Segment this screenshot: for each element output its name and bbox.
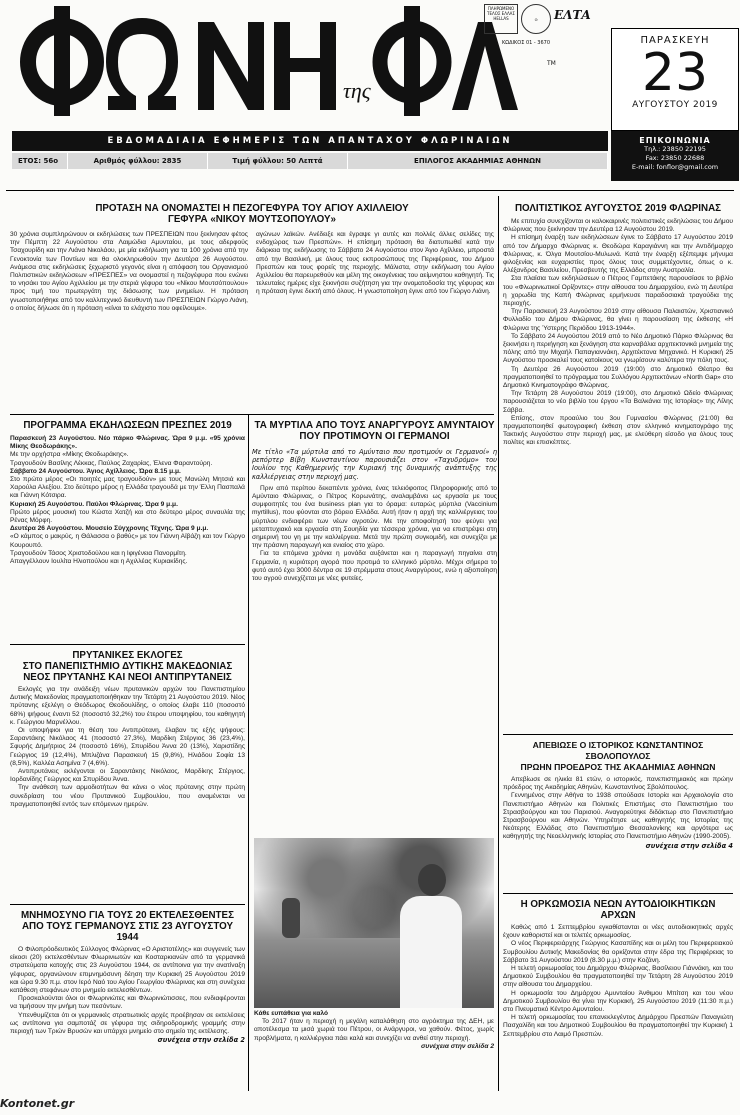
- contact-title: ΕΠΙΚΟΙΝΩΝΙΑ: [639, 136, 711, 145]
- article-cultural-august: [503, 203, 733, 448]
- headline: ΠΡΟΤΑΣΗ ΝΑ ΟΝΟΜΑΣΤΕΙ Η ΠΕΖΟΓΕΦΥΡΑ ΤΟΥ ΑΓΙΟΥ ΑΧΙΛΛΕΙΟΥ: [95, 203, 409, 214]
- article-memorial: [10, 910, 245, 1044]
- program-line: Στο πρώτο μέρος «Οι ποιητές μας τραγουδούν» με τους Μανώλη Μητσιά και Χαρούλα Αλεξίου. Στο δεύτερο μέρος η Ελλάδα τραγουδά με την Έλλη Πασπαλά και Γιάννη Κότσιρα.: [10, 476, 245, 500]
- info-editor: ΕΠΙΛΟΓΟΣ ΑΚΑΔΗΜΙΑΣ ΑΘΗΝΩΝ: [348, 153, 608, 169]
- caption-title: Κάθε ευπάθεια για καλό: [254, 1010, 328, 1017]
- paragraph: Τη Δευτέρα 26 Αυγούστου 2019 (19:00) στο Δημοτικό Θέατρο θα πραγματοποιηθεί το πρόγραμμα του Συλλόγου Αρχιτεκτόνων «North Gap» στο Δημοτικό Κινηματογράφο Φλώρινας.: [503, 365, 733, 390]
- paragraph: Η ορκωμοσία του Δημάρχου Αμυνταίου Άνθιμου Μπίτση και του νέου Δημοτικού Συμβουλίου θα γίνει την Κυριακή, 25 Αυγούστου 2019 (11:30 π.μ.) στο Πνευματικό Κέντρο Αμυνταίου.: [503, 989, 733, 1014]
- program-line: Παρασκευή 23 Αυγούστου. Νέο πάρκο Φλώρινας. Ώρα 9 μ.μ. «95 χρόνια Μίκης Θεοδωράκης».: [10, 435, 245, 451]
- headline: ΣΤΟ ΠΑΝΕΠΙΣΤΗΜΙΟ ΔΥΤΙΚΗΣ ΜΑΚΕΔΟΝΙΑΣ: [22, 661, 233, 672]
- paragraph: Επίσης, στον προαύλιο του 3ου Γυμνασίου Φλώρινας (21:00) θα πραγματοποιηθεί φωτογραφική έκθεση στον ελληνικό κινηματογράφο της Τακτικής Αυγούστου στην περιοχή μας, με ελεύθερη είσοδο για όλους τους πολίτες και επισκέπτες.: [503, 414, 733, 447]
- paragraph: Καθώς από 1 Σεπτεμβρίου εγκαθίστανται οι νέες αυτοδιοικητικές αρχές έχουν καθοριστεί και οι τελετές ορκωμοσίας.: [503, 924, 733, 940]
- headline: ΠΟΛΙΤΙΣΤΙΚΟΣ ΑΥΓΟΥΣΤΟΣ 2019 ΦΛΩΡΙΝΑΣ: [514, 203, 722, 214]
- article-swearing-in: [503, 899, 733, 1039]
- postal-stamp: ΠΛΗΡΩΜΕΝΟ ΤΕΛΟΣ ΕΛΛΑΣ HELLAS: [484, 4, 518, 34]
- article-body: [10, 686, 245, 809]
- headline: ΑΠΟ ΤΟΥΣ ΓΕΡΜΑΝΟΥΣ ΣΤΙΣ 23 ΑΥΓΟΥΣΤΟΥ 1944: [21, 921, 234, 943]
- caption-text: Το 2017 ήταν η περιοχή η μεγάλη καταλάθηση στο αγρόκτημα της ΔΕΗ, με αποτέλεσμα τα μισά χωριά του Πέτρου, οι Ανάργυροι, να χαθούν. Φέτος, χωρίς προβλήματα, η καλλιέργεια πάει καλά και συνεχίζει να ανθεί στην περιοχή.: [254, 1018, 494, 1042]
- divider: [503, 734, 733, 735]
- paragraph: Αντιπρυτάνεις εκλέγονται οι Σαραντάκης Νικόλαος, Μαρδίκης Στέργιος, Ιορδανίδης Γεώργιος και Σπυρίδου Άννα.: [10, 768, 245, 784]
- headline: ΠΟΥ ΠΡΟΤΙΜΟΥΝ ΟΙ ΓΕΡΜΑΝΟΙ: [299, 431, 450, 442]
- article-rector-elections: [10, 650, 245, 809]
- info-bar: [12, 153, 608, 169]
- paragraph: Την Τετάρτη 28 Αυγούστου 2019 (19:00), στο Δημοτικό Ωδείο Φλώρινας παρουσιάζεται το νέο βιβλίο του έργου «Τα Βαλκάνια της Ιστορίας» της Λίλης Σάββα.: [503, 390, 733, 414]
- date-number: 23: [641, 43, 709, 103]
- paragraph: Ο Φιλοπρόοδευτικός Σύλλογος Φλώρινας «Ο Αριστοτέλης» και συγγενείς των είκοσι (20) εκτελεσθέντων Φλωρινιωτών και Κοσταρκιανών από τα γερμανικά στρατεύματα κατοχής στις 23 Αυγούστου 1944, σε αντίποινα για την ανατίναξη γέφυρας, οργανώνουν επιμνημόσυνη δέηση την Κυριακή 25 Αυγούστου 2019 και ώρα 9.30 π.μ. στον Ιερό Ναό του Αγίου Γεωργίου Φλώρινας και στη συνέχεια κατάθεση στεφάνων στο μνημείο εκτελεσθέντων.: [10, 946, 245, 995]
- info-year: ΕΤΟΣ: 56ο: [12, 153, 68, 169]
- contact-fax: Fax: 23850 22688: [645, 154, 705, 162]
- article-lead: Με τίτλο «Τα μύρτιλα από το Αμύνταιο που προτιμούν οι Γερμανοί» η ρεπόρτερ Βίβη Κωνσταντίνου παρουσιάζει στον «Ταχυδρόμο» του Ιουλίου της Καθημερινής την Κυριακή της δυναμικής ανάπτυξης της καλλιέργειας στην περιοχή μας.: [252, 448, 497, 481]
- program-line: Τραγουδούν Βασίλης Λέκκας, Παύλος Ζαχαρίας, Έλενα Φαραντούρη.: [10, 459, 213, 467]
- date-day: ΠΑΡΑΣΚΕΥΗ: [640, 35, 710, 46]
- article-body: [503, 776, 733, 842]
- headline: ΑΠΕΒΙΩΣΕ Ο ΙΣΤΟΡΙΚΟΣ ΚΩΝΣΤΑΝΤΙΝΟΣ ΣΒΟΛΟΠΟΥΛΟΣ: [532, 740, 704, 761]
- divider: [503, 893, 733, 894]
- newspaper-logo: [12, 0, 552, 120]
- photo-person-head: [418, 864, 446, 896]
- article-body: [503, 924, 733, 1039]
- headline: ΝΕΟΣ ΠΡΥΤΑΝΗΣ ΚΑΙ ΝΕΟΙ ΑΝΤΙΠΡΥΤΑΝΕΙΣ: [23, 672, 232, 683]
- article-body: [252, 485, 497, 583]
- headline: Η ΟΡΚΩΜΟΣΙΑ ΝΕΩΝ ΑΥΤΟΔΙΟΙΚΗΤΙΚΩΝ ΑΡΧΩΝ: [520, 899, 716, 921]
- program-line: Απαγγέλλουν Ιουλίτα Ηλιοπούλου και η Αχιλλέας Κυριακίδης.: [10, 558, 188, 566]
- program-line: Κυριακή 25 Αυγούστου. Παύλοι Φλώρινας. Ώρα 9 μ.μ.: [10, 500, 178, 508]
- headline: ΠΡΟΓΡΑΜΜΑ ΕΚΔΗΛΩΣΕΩΝ ΠΡΕΣΠΕΣ 2019: [23, 420, 232, 431]
- column-divider: [248, 414, 249, 1091]
- continued-note: συνέχεια στην σελίδα 2: [157, 1036, 245, 1045]
- divider: [10, 414, 494, 415]
- divider: [10, 644, 245, 645]
- contact-box: [611, 131, 739, 181]
- paragraph: Το Σάββατο 24 Αυγούστου 2019 από το Νέο Δημοτικό Πάρκο Φλώρινας θα ξεκινήσει η περιήγηση και ξενάγηση στα καρναβάλια αρχιτεκτονικά μνημεία της πόλης από την Μιχαήλ Παπαγιαννάκη, Αρχιτέκτονα Μηχανικό. Η Κυριακή 25 Αυγούστου προσκαλεί τους κατοίκους να γνωρίσουν καλύτερα την πόλη τους.: [503, 332, 733, 365]
- paragraph: Εκλογές για την ανάδειξη νέων πρυτανικών αρχών του Πανεπιστημίου Δυτικής Μακεδονίας πραγματοποιήθηκαν την Τετάρτη 21 Αυγούστου 2019. Νέος πρύτανης εξελέγη ο Θεόδωρος Θεοδουλίδης, ο οποίος έλαβε 110 (ποσοστό 68%) ψήφους έναντι 52 (ποσοστό 32,2%) του έτερου υποψηφίου, του καθηγητή κ. Γεώργιου Μαρνέλλου.: [10, 686, 245, 726]
- elta-logo: ΕΛΤΑ: [554, 8, 591, 22]
- article-body: [503, 218, 733, 448]
- contact-email[interactable]: E-mail: fonflor@gmail.com: [631, 163, 719, 171]
- program-line: Με την ορχήστρα «Μίκης Θεοδωράκης».: [10, 451, 129, 459]
- paragraph: Με επιτυχία συνεχίζονται οι καλοκαιρινές πολιτιστικές εκδηλώσεις του Δήμου Φλώρινας που ξεκίνησαν την Δευτέρα 12 Αυγούστου 2019.: [503, 218, 733, 234]
- article-body: αγώνων λαϊκών. Ανέδειξε και έγραψε γι αυτές και πολλές άλλες σελίδες της ενδοχώρας των Πρεσπών». Η επίσημη πρόταση θα διατυπωθεί κατά την διάρκεια της εκδήλωσης το Σάββατο 24 Αυγούστου στον Άγιο Αχίλλειο, μπροστά από την Βασιλική, με όλους τους εκπροσώπους της Περιφέρειας, του Δήμου Πρεσπών και τους φορείς της περιοχής. Μάλιστα, στην εκδήλωση του Αγίου Αχιλλείου θα παρευρεθούν και μέλη της οικογένειας του αείμνηστου καθηγητή. Τις τελευταίες ημέρες είχε ξεκινήσει συζήτηση για την ονοματοδοσία της γέφυρας και η πρόταση έγινε δεκτή από όλους. Η γνωστοποίηση έγινε από τον Γιώργο Λιάνη.: [256, 231, 494, 296]
- paragraph: Την ανάθεση των αρμοδιοτήτων θα κάνει ο νέος πρύτανης στην πρώτη συνεδρίαση του νέου Πρυτανικού Συμβουλίου, που αναμένεται να πραγματοποιηθεί εντός των επόμενων ημερών.: [10, 784, 245, 808]
- svg-text:της: της: [343, 78, 371, 103]
- contact-tel: Τηλ.: 23850 22195: [644, 145, 706, 153]
- article-photo: [254, 838, 494, 1008]
- paragraph: Την Παρασκευή 23 Αυγούστου 2019 στην αίθουσα Παλαιστών, Χριστιανικό Φυλλαδίο του Δήμου Φλώρινας, θα γίνει η παρουσίαση της έκθεσης «Η Φλώρινα της Ύστερης Περιόδου 1913-1944».: [503, 308, 733, 332]
- paragraph: Η τελετή ορκωμοσίας του επανεκλεγέντος Δημάρχου Πρεσπών Παναγιώτη Πασχαλίδη και του Δημοτικού Συμβουλίου θα πραγματοποιηθεί την Κυριακή 1 Σεπτεμβρίου στο Λαιμό Πρεσπών.: [503, 1014, 733, 1038]
- postal-stamps: [484, 4, 604, 38]
- continued-note: συνέχεια στην σελίδα 2: [420, 1042, 494, 1050]
- info-price: Τιμή φύλλου: 50 Λεπτά: [208, 153, 348, 169]
- divider: [10, 904, 245, 905]
- paragraph: Γεννημένος στην Αθήνα το 1938 σπούδασε Ιστορία και Αρχαιολογία στο Πανεπιστήμιο Αθηνών και Πολιτικές Επιστήμες στο Πανεπιστήμιο του Στρασβούργου και του Παρισιού. Αναγορεύτηκε διδάκτωρ στο Πανεπιστήμιο Στρασβούργου και Αθηνών. Υπηρέτησε ως καθηγητής της Ιστορίας της Νεότερης Ελλάδας στο Πανεπιστήμιο Θεσσαλονίκης και αργότερα ως καθηγητής της Νεοελληνικής Ιστορίας στο Πανεπιστήμιο Αθηνών (1990-2005).: [503, 792, 733, 841]
- paragraph: Υπενθυμίζεται ότι οι γερμανικές στρατιωτικές αρχές προέβησαν σε εκτελέσεις ως αντίποινα για σαμποτάζ σε γέφυρα της σιδηροδρομικής γραμμής στην περιοχή των Τριών Βρυσών και υπάρχει μνημείο στο σημείο της εκτέλεσης.: [10, 1011, 245, 1036]
- article-body: [10, 435, 245, 566]
- program-line: Τραγουδούν Τάσος Χριστοδούλου και η Ιφιγένεια Πανορμίτη.: [10, 549, 187, 557]
- headline: ΠΡΩΗΝ ΠΡΟΕΔΡΟΣ ΤΗΣ ΑΚΑΔΗΜΙΑΣ ΑΘΗΝΩΝ: [520, 762, 716, 772]
- continued-note: συνέχεια στην σελίδα 4: [645, 841, 733, 850]
- article-body: [10, 946, 245, 1036]
- paragraph: Στα πλαίσια των εκδηλώσεων ο Πέτρος Γαμπετάκης παρουσίασε το βιβλίο του «Φλωρινιωτικοί Ορίζοντες» στην αίθουσα του Δημαρχείου, ενώ τη Δευτέρα η χορωδία της Καπή Φλώρινας ερμήνευσε παραδοσιακά τραγούδια της περιοχής.: [503, 275, 733, 308]
- headline: ΤΑ ΜΥΡΤΙΛΑ ΑΠΟ ΤΟΥΣ ΑΝΑΡΓΥΡΟΥΣ ΑΜΥΝΤΑΙΟΥ: [254, 420, 495, 431]
- paragraph: Η τελετή ορκωμοσίας του Δημάρχου Φλώρινας, Βασίλειου Γιάννάκη, και του Δημοτικού Συμβουλίου θα πραγματοποιηθεί την Τετάρτη 28 Αυγούστου 2019 στην αίθουσα του Δημαρχείου.: [503, 965, 733, 989]
- subtitle-bar: ΕΒΔΟΜΑΔΙΑΙΑ ΕΦΗΜΕΡΙΣ ΤΩΝ ΑΠΑΝΤΑΧΟΥ ΦΛΩΡΙΝΑΙΩΝ: [12, 131, 608, 151]
- photo-person: [396, 864, 466, 1008]
- paragraph: Απεβίωσε σε ηλικία 81 ετών, ο ιστορικός, πανεπιστημιακός και πρώην πρόεδρος της Ακαδημίας Αθηνών, Κωνσταντίνος Σβολόπουλος.: [503, 776, 733, 792]
- program-line: Δευτέρα 26 Αυγούστου. Μουσείο Σύγχρονης Τέχνης. Ώρα 9 μ.μ.: [10, 525, 209, 533]
- headline: ΜΝΗΜΟΣΥΝΟ ΓΙΑ ΤΟΥΣ 20 ΕΚΤΕΛΕΣΘΕΝΤΕΣ: [21, 910, 234, 921]
- program-line: Πρώτο μέρος μουσική του Κώστα Χατζή και στο δεύτερο μέρος συναυλία της Ρένας Μόρφη.: [10, 508, 245, 525]
- paragraph: Για τα επόμενα χρόνια η μονάδα αυξάνεται και η παραγωγή πηγαίνει στη Γερμανία, η κυριότερη αγορά που προτιμά το ελληνικό μύρτιλο. Μέχρι σήμερα το φυτό αυτό έχει 3000 δέντρα σε 19 στρέμματα στους Αναργύρους, ενώ η αξιοποίηση του αγρού συνεχίζεται με νέες φυτείες.: [252, 550, 497, 583]
- site-watermark[interactable]: Kontonet.gr: [0, 1097, 75, 1110]
- photo-background-person: [282, 898, 300, 938]
- round-stamp-icon: ⊙: [521, 4, 551, 34]
- photo-caption: [254, 1010, 494, 1051]
- paragraph: Οι υποψήφιοι για τη θέση του Αντιπρύτανη, έλαβαν τις εξής ψήφους: Σαραντάκης Νικόλαος 41 (ποσοστό 27,3%), Μαρδίκη Στέργιος 36 (23,4%), Σφυρής Δημήτριος 24 (ποσοστό 16%), Σπυρίδου Άννα 20 (13%), Χαριστίδης Γεώργιος 19 (12,4%), Μπλιζάνα Παρασκευή 15 (9,8%), Ηλιάδου Σοφία 13 (8,5%), Καλλέα Ασημίνα 7 (4,6%).: [10, 727, 245, 767]
- paragraph: Η επίσημη έναρξη των εκδηλώσεων έγινε το Σάββατο 17 Αυγούστου 2019 από τον Δήμαρχο Φλώρινας κ. Θεοδώρα Καραγιάννη και την Αντιδήμαρχο Φλώρινας, κ. Όλγα Μουτσίου-Μυλωνά. Κατά την έναρξη εξέπεμψε μήνυμα φιλοξενίας και ευχαριστίες προς όλους τους συμμετέχοντες, όπως ο κ. Αλέξανδρος Βασιλείου, Πρεσβευτής της Ελλάδος στην Αυστραλία.: [503, 234, 733, 275]
- headline: ΠΡΥΤΑΝΙΚΕΣ ΕΚΛΟΓΕΣ: [72, 650, 183, 661]
- issue-code: ΚΩΔΙΚΟΣ 01 - 3670: [502, 40, 551, 46]
- paragraph: Προσκαλούνται όλοι οι Φλωρινιώτες και Φλωρινιώτισσες, που ενδιαφέρονται να τιμήσουν την μνήμη των πεσόντων.: [10, 995, 245, 1011]
- headline: ΓΕΦΥΡΑ «ΝΙΚΟΥ ΜΟΥΤΣΟΠΟΥΛΟΥ»: [167, 214, 336, 225]
- article-pedestrian-bridge: [10, 203, 494, 313]
- date-box: [611, 28, 739, 131]
- article-body: 30 χρόνια συμπληρώνουν οι εκδηλώσεις των ΠΡΕΣΠΕΙΩΝ που ξεκίνησαν φέτος την Πέμπτη 22 Αυγούστου στα Λαιμώδια Αμυνταίου, με τους αδερφούς Τσαχουρίδη και την Λιάνα Νικολάου, με μία εκδήλωση για τα 100 χρόνια από την Γενοκτονία των Ποντίων και θα ολοκληρωθούν την Δευτέρα 26 Αυγούστου. Ανάμεσα στις εκδηλώσεις ξεχωριστό γεγονός είναι η απόφαση του Οργανισμού Πολιτιστικών εκδηλώσεων «ΠΡΕΣΠΕΣ» να ονομαστεί η πεζογέφυρα που ενώνει το νησάκι του Αγίου Αχιλλείου με την στεριά γέφυρα του «Νίκου Μουτσόπουλου» προς τιμή του πρωτεργάτη της διάσωσης των μνημείων. Η πρόταση γνωστοποιήθηκε από τον καλλιτεχνικό διευθυντή των ΠΡΕΣΠΕΙΩΝ Γιώργο Λιάνη, ο οποίος δήλωσε ότι η πρόταση «είναι το ελάχιστο που οφείλουμε».: [10, 231, 248, 312]
- masthead: [6, 0, 734, 170]
- program-line: Σάββατο 24 Αυγούστου. Άγιος Αχίλλειος. Ώρα 8.15 μ.μ.: [10, 467, 181, 475]
- program-line: «Ο κάμπος ο μακρύς, η Θάλασσα ο βαθύς» με τον Γιάννη Αϊβάζη και τον Γιώργο Κουρουπό.: [10, 533, 245, 549]
- paragraph: Ο νέος Περιφερειάρχης Γεώργιος Κασαπίδης και οι μέλη του Περιφερειακού Συμβουλίου Δυτικής Μακεδονίας θα ορκίζονται στην έδρα της Περιφέρειας το Σάββατο 31 Αυγούστου 2019 (8.30 μ.μ.) στην Κοζάνη.: [503, 940, 733, 964]
- date-month: ΑΥΓΟΥΣΤΟΥ 2019: [632, 100, 718, 110]
- photo-person-shirt: [400, 896, 462, 1008]
- article-program: [10, 420, 245, 566]
- info-issue: Αριθμός φύλλου: 2835: [68, 153, 208, 169]
- divider: [6, 190, 734, 191]
- article-myrtle: [252, 420, 497, 583]
- trademark-mark: TM: [547, 60, 556, 67]
- paragraph: Πριν από περίπου δεκαπέντε χρόνια, ένας τελειόφοιτος Πληροφορικής από το Αμύνταιο Φλώρινας, ο Πέτρος Κορωνάτης, αναλαμβάνει ως εργασία με τους συμφοιτητές του ένα business plan για το όραμα: ευταρώς μύρτιλα (Vaccinium myrtillus), που φύονται στο βόρειο Ελλάδα. Αυτή ήταν η αρχή της καλλιέργειας του μύρτιλου ενδιαφέρει των νέων αγροτών. Με την αποφοίτησή του φεύγει για μεταπτυχιακό και εργασία στη Σουηδία για τέσσερα χρόνια, για να επιστρέψει στη σημερινή του γη με την καλλιέργεια. Μετά την πρώτη συγκομιδή, και συνεχίζει με την πράσινη παραγωγή και ενιαίος στο χώρο.: [252, 484, 497, 550]
- column-divider: [498, 196, 499, 1091]
- article-historian-obituary: [503, 740, 733, 850]
